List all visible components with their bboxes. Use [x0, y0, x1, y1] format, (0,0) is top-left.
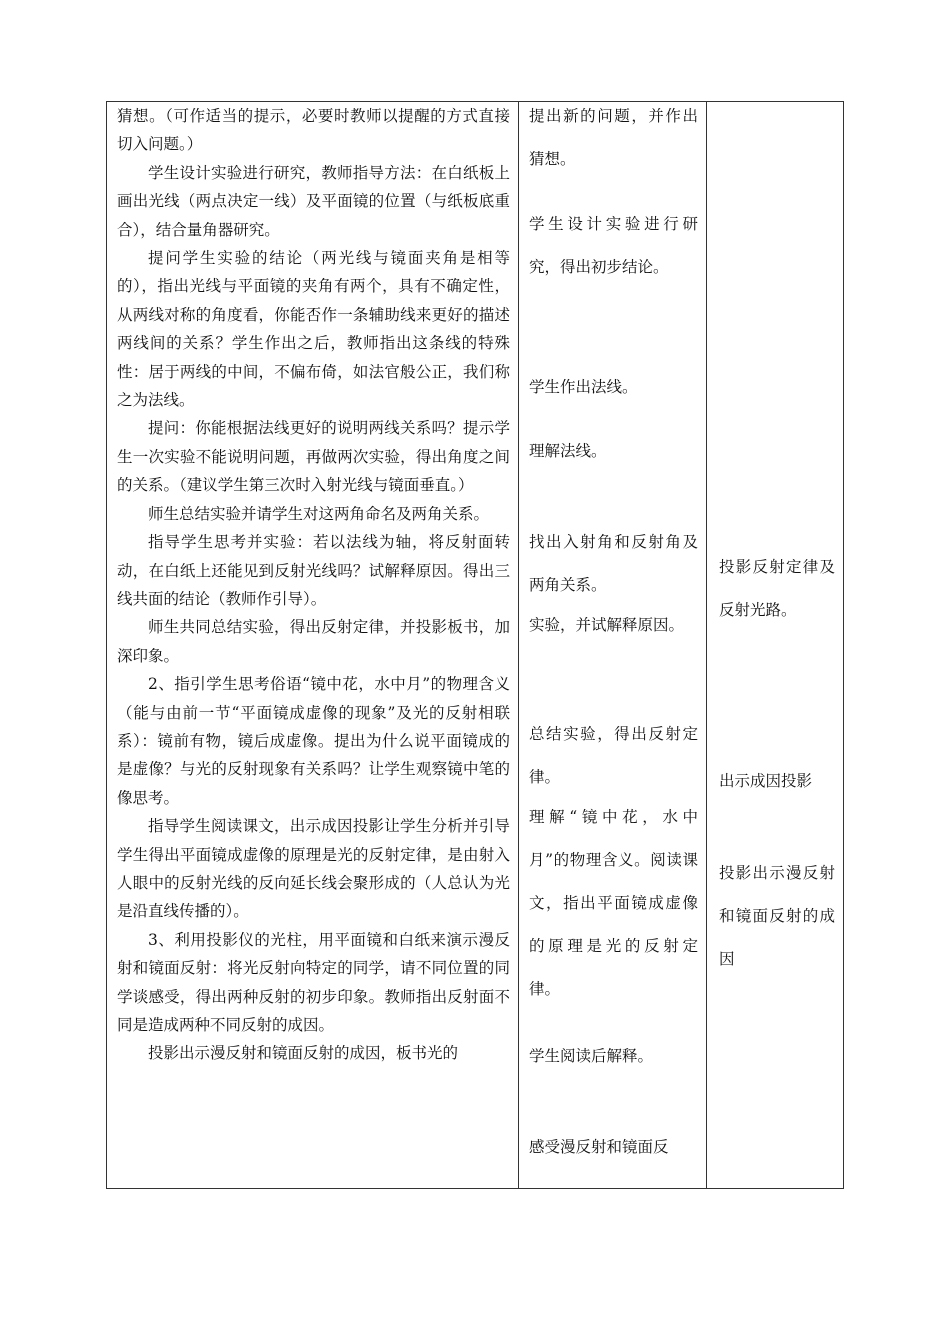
- student-activity-column: [519, 102, 707, 1188]
- student-activity-text: 实验，并试解释原因。: [529, 616, 685, 634]
- design-intent-text: 出示成因投影: [719, 772, 813, 790]
- student-activity-text: 感受漫反射和镜面反: [529, 1138, 669, 1156]
- paragraph: 3、利用投影仪的光柱，用平面镜和白纸来演示漫反射和镜面反射：将光反射向特定的同学，请不同位置的同学谈感受，得出两种反射的初步印象。教师指出反射面不同是造成两种不同反射的成因。: [117, 930, 510, 1034]
- student-activity-text: 学生设计实验进行研究，得出初步结论。: [529, 215, 698, 276]
- student-activity-text: 提出新的问题，并作出猜想。: [529, 107, 698, 168]
- paragraph: 投影出示漫反射和镜面反射的成因，板书光的: [148, 1044, 459, 1063]
- paragraph: 提问：你能根据法线更好的说明两线关系吗？提示学生一次实验不能说明问题，再做两次实验，得出角度之间的关系。（建议学生第三次时入射光线与镜面垂直。）: [117, 419, 510, 495]
- paragraph: 2、指引学生思考俗语“镜中花，水中月”的物理含义（能与由前一节“平面镜成虚像的现象”及光的反射相联系）：镜前有物，镜后成虚像。提出为什么说平面镜成的是虚像？与光的反射现象有关系吗？让学生观察镜中笔的像思考。: [117, 675, 510, 807]
- paragraph: 指导学生阅读课文，出示成因投影让学生分析并引导学生得出平面镜成虚像的原理是光的反射定律，是由射入人眼中的反射光线的反向延长线会聚形成的（人总认为光是沿直线传播的）。: [117, 817, 510, 921]
- student-activity-text: 理解法线。: [529, 442, 607, 460]
- design-intent-text: 投影出示漫反射和镜面反射的成因: [719, 864, 835, 968]
- student-activity-text: 学生阅读后解释。: [529, 1047, 654, 1065]
- student-activity-text: 学生作出法线。: [529, 378, 638, 396]
- student-activity-text: 理解“镜中花，水中月”的物理含义。阅读课文，指出平面镜成虚像的原理是光的反射定律。: [529, 808, 698, 998]
- student-activity-text: 找出入射角和反射角及两角关系。: [529, 533, 698, 594]
- paragraph: 师生共同总结实验，得出反射定律，并投影板书，加深印象。: [117, 618, 510, 665]
- paragraph: 学生设计实验进行研究，教师指导方法：在白纸板上画出光线（两点决定一线）及平面镜的位置（与纸板底重合），结合量角器研究。: [117, 163, 510, 239]
- paragraph: 指导学生思考并实验：若以法线为轴，将反射面转动，在白纸上还能见到反射光线吗？试解释原因。得出三线共面的结论（教师作引导）。: [117, 533, 510, 608]
- paragraph: 猜想。（可作适当的提示，必要时教师以提醒的方式直接切入问题。）: [117, 107, 510, 154]
- design-intent-column: [707, 102, 843, 1188]
- lesson-plan-table: [106, 101, 844, 1189]
- student-activity-text: 总结实验，得出反射定律。: [529, 725, 698, 786]
- teacher-activity-column: [107, 102, 519, 1188]
- paragraph: 提问学生实验的结论（两光线与镜面夹角是相等的），指出光线与平面镜的夹角有两个，具有不确定性，从两线对称的角度看，你能否作一条辅助线来更好的描述两线间的关系？学生作出之后，教师指出这条线的特殊性：居于两线的中间，不偏布倚，如法官般公正，我们称之为法线。: [117, 249, 510, 410]
- paragraph: 师生总结实验并请学生对这两角命名及两角关系。: [148, 504, 490, 523]
- design-intent-text: 投影反射定律及反射光路。: [719, 558, 835, 619]
